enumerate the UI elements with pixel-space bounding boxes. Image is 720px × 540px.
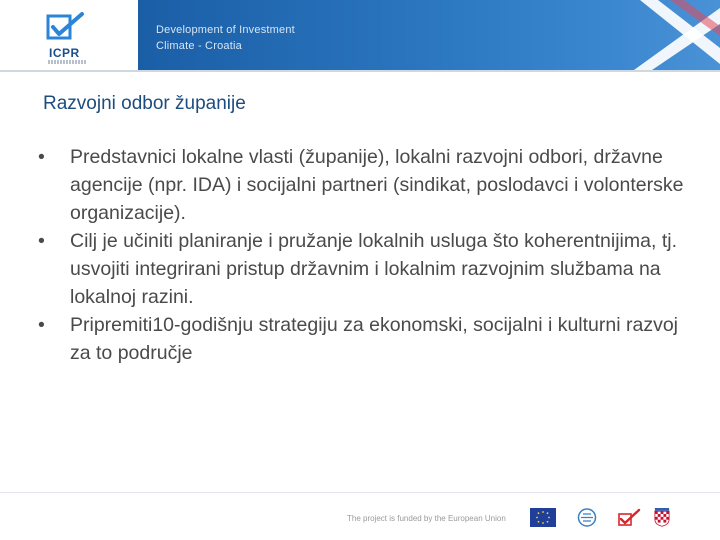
check-logo-icon [617,508,643,527]
checkmark-icon [46,12,86,44]
croatia-coat-of-arms-icon [652,508,672,527]
slide-title: Razvojni odbor županije [43,93,246,114]
eu-flag-icon [530,508,556,527]
bullet-item [34,143,684,227]
bullet-marker: • [38,230,45,252]
banner-title [156,22,295,54]
bullet-item [34,311,684,367]
header-banner [138,0,720,70]
bullet-text: Cilj je učiniti planiranje i pružanje lokalnih usluga što koherentnijima, tj. usvojiti integrirani pristup državnim i lokalnim razvojnim službama na lokalnoj razini. [70,230,677,308]
partner-logo-icon [574,508,600,527]
bullet-text: Predstavnici lokalne vlasti (županije), lokalni razvojni odbori, državne agencije (npr. IDA) i socijalni partneri (sindikat, poslodavci i volonterske organizacije). [70,146,684,224]
logo-subtitle-line [48,60,86,64]
banner-cross-graphic [600,0,720,70]
bullet-marker: • [38,146,45,168]
header [0,0,720,70]
bullet-text: Pripremiti10-godišnju strategiju za ekonomski, socijalni i kulturni razvoj za to područje [70,314,679,364]
bullet-marker: • [38,314,45,336]
footer [0,492,720,540]
bullet-list [34,143,684,367]
bullet-item [34,227,684,311]
banner-line-1: Development of Investment [156,24,295,36]
footer-divider [0,492,720,493]
header-divider [0,70,720,72]
icpr-logo [36,8,96,66]
logo-text: ICPR [49,46,80,60]
banner-line-2: Climate - Croatia [156,40,242,52]
funding-text: The project is funded by the European Union [347,514,506,523]
